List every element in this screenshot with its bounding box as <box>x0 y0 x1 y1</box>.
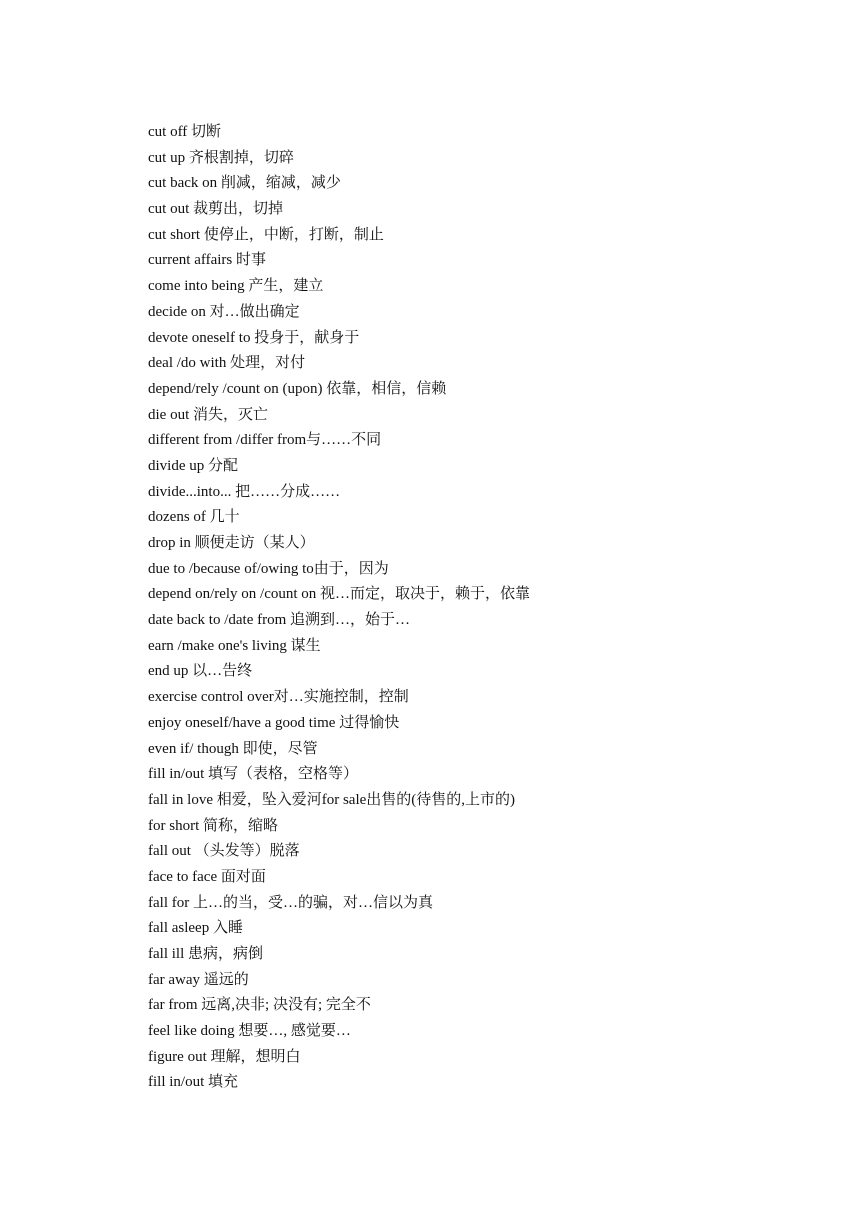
phrase-line: fall in love 相爱，坠入爱河for sale出售的(待售的,上市的) <box>148 791 516 808</box>
phrase-line: cut out 裁剪出，切掉 <box>148 201 283 218</box>
phrase-line: cut back on 削减，缩减，减少 <box>148 175 341 192</box>
phrase-line: for short 简称，缩略 <box>148 817 278 834</box>
phrase-line: fill in/out 填充 <box>148 1074 239 1091</box>
phrase-line: far away 遥远的 <box>148 971 249 988</box>
phrase-line: decide on 对…做出确定 <box>148 303 300 320</box>
phrase-line: fall out （头发等）脱落 <box>148 843 300 860</box>
phrase-line: feel like doing 想要…, 感觉要… <box>148 1023 351 1040</box>
phrase-line: fill in/out 填写（表格，空格等） <box>148 766 359 783</box>
phrase-line: depend/rely /count on (upon) 依靠，相信，信赖 <box>148 380 447 397</box>
phrase-line: cut off 切断 <box>148 124 222 140</box>
phrase-line: fall for 上…的当，受…的骗，对…信以为真 <box>148 894 433 911</box>
phrase-line: different from /differ from与……不同 <box>148 432 382 449</box>
phrase-line: deal /do with 处理，对付 <box>148 355 306 372</box>
phrase-line: cut up 齐根割掉，切碎 <box>148 149 294 166</box>
phrase-line: current affairs 时事 <box>148 252 267 269</box>
phrase-line: face to face 面对面 <box>148 868 266 885</box>
phrase-line: devote oneself to 投身于，献身于 <box>148 329 360 346</box>
phrase-line: fall ill 患病，病倒 <box>148 946 263 962</box>
phrase-line: depend on/rely on /count on 视…而定，取决于，赖于，依靠 <box>148 586 531 603</box>
phrase-line: divide up 分配 <box>148 457 238 474</box>
phrase-line: far from 远离,决非; 决没有; 完全不 <box>148 997 371 1014</box>
phrase-line: divide...into... 把……分成…… <box>148 483 341 500</box>
phrase-line: end up 以…告终 <box>148 663 253 680</box>
phrase-line: fall asleep 入睡 <box>148 920 243 937</box>
phrase-line: cut short 使停止，中断，打断，制止 <box>148 226 384 243</box>
phrase-line: die out 消失，灭亡 <box>148 406 268 423</box>
phrase-line: come into being 产生，建立 <box>148 278 324 295</box>
phrase-line: drop in 顺便走访（某人） <box>148 535 315 551</box>
phrase-line: exercise control over对…实施控制，控制 <box>148 689 409 706</box>
phrase-line: dozens of 几十 <box>148 509 240 526</box>
phrase-line: earn /make one's living 谋生 <box>148 637 321 654</box>
phrase-line: enjoy oneself/have a good time 过得愉快 <box>148 714 400 731</box>
phrase-list <box>148 120 828 1096</box>
phrase-line: due to /because of/owing to由于，因为 <box>148 560 389 577</box>
phrase-line: date back to /date from 追溯到…，始于… <box>148 612 411 629</box>
phrase-line: even if/ though 即使，尽管 <box>148 740 318 757</box>
phrase-line: figure out 理解，想明白 <box>148 1048 301 1065</box>
